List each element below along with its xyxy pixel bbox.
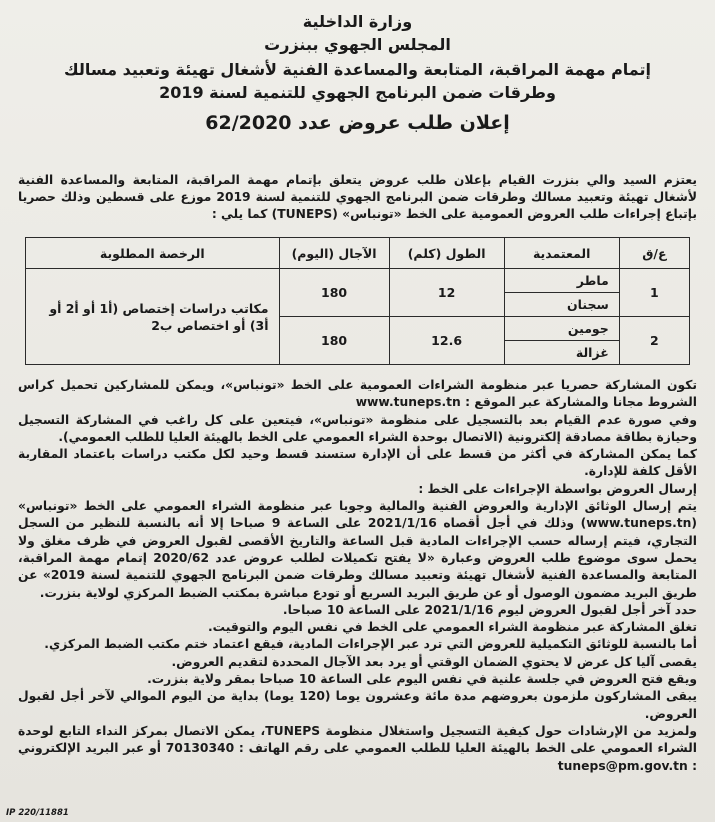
paragraph-multiple-lots: كما يمكن المشاركة في أكثر من قسط على أن الإدارة ستسند قسط وحيد لكل مكتب دراسات باعتماد المقاربة الأقل كلفة للإدارة. — [18, 447, 697, 479]
table-row — [26, 269, 690, 293]
paragraph-contact: ولمزيد من الإرشادات حول كيفية التسجيل واستغلال منظومة TUNEPS، يمكن الاتصال بمركز النداء التابع لوحدة الشراء العمومي على الخط بالهيئة العليا للطلب العمومي على رقم الهاتف : 70130340 أو عبر البريد الإلكتروني : tuneps@pm.gov.tn — [18, 723, 698, 773]
delegation-cell: غزالة — [504, 341, 619, 365]
lot-number: 2 — [619, 317, 689, 365]
paragraph-supplementary: أما بالنسبة للوثائق التكميلية للعروض التي ترد عبر الإجراءات المادية، فيقع اعتماد ختم مكتب الضبط المركزي. — [44, 637, 697, 652]
paragraph-registration: وفي صورة عدم القيام بعد بالتسجيل على منظومة «تونباس»، فيتعين على كل راغب في المشاركة التسجيل وحيازة بطاقة مصادقة إلكترونية (الاتصال بوحدة الشراء العمومي على الخط بالهيئة العليا للطلب العمومي). — [18, 412, 697, 444]
duration-cell: 180 — [279, 269, 389, 317]
header-license: الرخصة المطلوبة — [26, 238, 280, 269]
paragraph-exclusion: يقصى آليا كل عرض لا يحتوي الضمان الوقتي أو يرد بعد الآجال المحددة لتقديم العروض. — [171, 654, 697, 669]
ministry-name: وزارة الداخلية — [302, 12, 413, 31]
header-num: ع/ق — [619, 238, 689, 269]
tender-number: إعلان طلب عروض عدد 62/2020 — [205, 112, 510, 134]
announcement-body — [14, 377, 701, 775]
header-delegation: المعتمدية — [504, 238, 619, 269]
paragraph-submission: يتم إرسال الوثائق الإدارية والعروض الفنية والمالية وجوبا عبر منظومة الشراء العمومي على الخط «تونباس» (www.tuneps.tn) وذلك في أجل أقصاه 2021/1/16 على الساعة 9 صباحا إلا أنه بالنسبة للنظير من السجل التجاري، فيتم إرساله حسب الإجراءات المادية قبل الساعة والتاريخ الأقصى لقبول العروض في ظرف مغلق ولا يحمل سوى موضوع طلب العروض وعبارة «لا يفتح تكميلات لطلب عروض عدد 2020/62 إتمام مهمة المراقبة، المتابعة والمساعدة الفنية لأشغال تهيئة وتعبيد مسالك وطرقات ضمن البرنامج الجهوي للتنمية لسنة 2019» عن طريق البريد مضمون الوصول أو عن طريق البريد السريع أو تودع مباشرة بمكتب الضبط المركزي لولاية بنزرت. — [18, 499, 697, 600]
delegation-cell: ماطر — [504, 269, 619, 293]
paragraph-closing: تغلق المشاركة عبر منظومة الشراء العمومي على الخط في نفس اليوم والتوقيت. — [208, 620, 697, 635]
lots-table — [25, 237, 690, 365]
delegation-cell: جومين — [504, 317, 619, 341]
header-duration: الآجال (اليوم) — [279, 238, 389, 269]
header-length: الطول (كلم) — [389, 238, 504, 269]
duration-cell: 180 — [279, 317, 389, 365]
header — [14, 12, 701, 134]
length-cell: 12.6 — [389, 317, 504, 365]
length-cell: 12 — [389, 269, 504, 317]
table-header-row — [26, 238, 690, 269]
footer-reference: IP 220/11881 — [6, 808, 69, 818]
paragraph-deadline: حدد آخر أجل لقبول العروض ليوم 2021/1/16 على الساعة 10 صباحا. — [282, 602, 697, 617]
paragraph-validity: يبقى المشاركون ملزمون بعروضهم مدة مائة وعشرون يوما (120 يوما) بداية من اليوم الموالي لآخر أجل لقبول العروض. — [18, 689, 697, 721]
paragraph-participation: تكون المشاركة حصريا عبر منظومة الشراءات العمومية على الخط «تونباس»، ويمكن للمشاركين تحميل كراس الشروط مجانا والمشاركة عبر الموقع : www.tuneps.tn — [18, 378, 697, 410]
council-name: المجلس الجهوي ببنزرت — [264, 35, 451, 54]
lot-number: 1 — [619, 269, 689, 317]
tender-subject: إتمام مهمة المراقبة، المتابعة والمساعدة الفنية لأشغال تهيئة وتعبيد مسالك وطرقات ضمن البرنامج الجهوي للتنمية لسنة 2019 — [63, 60, 652, 102]
paragraph-opening: ويقع فتح العروض في جلسة علنية في نفس اليوم على الساعة 10 صباحا بمقر ولاية بنزرت. — [147, 672, 697, 687]
license-cell: مكاتب دراسات إختصاص (أ1 أو أ2 أو أ3) أو اختصاص ب2 — [26, 269, 280, 365]
intro-paragraph: يعتزم السيد والي بنزرت القيام بإعلان طلب عروض يتعلق بإتمام مهمة المراقبة، المتابعة والمساعدة الفنية لأشغال تهيئة وتعبيد مسالك وطرقات ضمن البرنامج الجهوي للتنمية لسنة 2019 موزع على قسطين وذلك حصريا بإتباع إجراءات طلب العروض العمومية على الخط «تونباس» (TUNEPS) كما يلي : — [18, 173, 697, 221]
paragraph-online-title: إرسال العروض بواسطة الإجراءات على الخط : — [418, 481, 697, 496]
delegation-cell: سجنان — [504, 293, 619, 317]
